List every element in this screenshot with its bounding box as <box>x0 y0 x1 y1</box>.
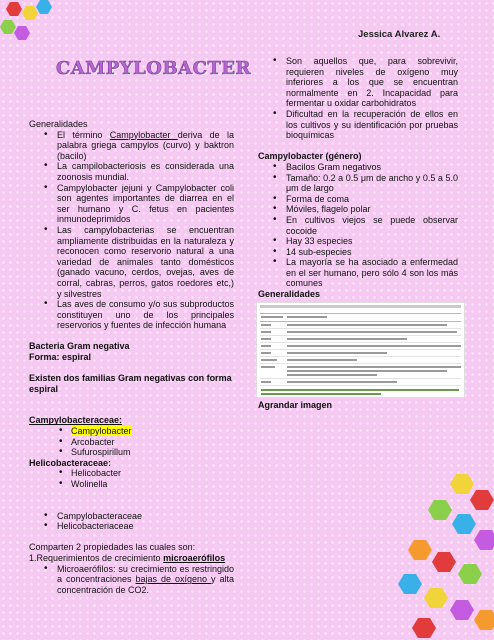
enlarge-image-link[interactable]: Agrandar imagen <box>258 399 333 410</box>
list-item: • Dificultad en la recuperación de ellos en los cultivos y su identificación por pruebas bioquímicas <box>258 109 458 141</box>
families-list <box>29 511 234 532</box>
genus-heading: Campylobacter (género) <box>258 151 362 162</box>
family1-members <box>29 426 234 458</box>
list-item: • Las aves de consumo y/o sus subproductos constituyen uno de los principales reservorios y fuentes de infección humana <box>29 299 234 331</box>
list-item: • El término Campylobacter deriva de la palabra griega campylos (curvo) y baktron (bacilo) <box>29 130 234 162</box>
list-item: • Helicobacteriaceae <box>29 521 234 532</box>
gram-type: Bacteria Gram negativa <box>29 341 130 352</box>
generalidades-heading: Generalidades <box>29 119 88 129</box>
generalidades-heading-right: Generalidades <box>258 289 321 300</box>
list-item: • Móviles, flagelo polar <box>258 204 458 215</box>
list-item: • Campylobacter jejuni y Campylobacter coli son agentes importantes de diarrea en el ser humano y C. fetus en pacientes inmunodeprimidos <box>29 183 234 225</box>
left-column <box>29 119 234 595</box>
list-item: • Sufurospirillum <box>29 447 234 458</box>
list-item: • La mayoría se ha asociado a enfermedad en el ser humano, pero sólo 4 son los más comunes <box>258 257 458 289</box>
list-item: • Arcobacter <box>29 437 234 448</box>
list-item: • Son aquellos que, para sobrevivir, requieren niveles de oxígeno muy inferiores a los que se encuentran normalmente en 2. Incapacidad para fermentar u oxidar carbohidratos <box>258 56 458 109</box>
list-item: • Campylobacteraceae <box>29 511 234 522</box>
list-item: • Helicobacter <box>29 468 234 479</box>
list-item: • La campilobacteriosis es considerada una zoonosis mundial. <box>29 161 234 182</box>
genus-list <box>258 162 458 289</box>
microaerophile-list <box>258 56 458 141</box>
list-item: • Microaerófilos: su crecimiento es restringido a concentraciones bajas de oxígeno y alta concentración de CO2. <box>29 564 234 596</box>
list-item: • Wolinella <box>29 479 234 490</box>
list-item: • Hay 33 especies <box>258 236 458 247</box>
campylobacter-term: Campylobacter <box>109 129 178 140</box>
family-helicobacteraceae: Helicobacteraceae: <box>29 457 112 468</box>
decor-hexagons-top-left <box>0 0 70 60</box>
list-item: • Tamaño: 0.2 a 0.5 μm de ancho y 0.5 a 5.0 μm de largo <box>258 173 458 194</box>
list-item: • 14 sub-especies <box>258 247 458 258</box>
species-table-image[interactable] <box>256 302 465 398</box>
properties-intro: Comparten 2 propiedades las cuales son: <box>29 542 196 553</box>
list-item: • Bacilos Gram negativos <box>258 162 458 173</box>
decor-hexagons-bottom-right <box>394 470 494 640</box>
generalidades-list <box>29 130 234 331</box>
list-item: • Las campylobacterias se encuentran ampliamente distribuidas en la naturaleza y reconocen como reservorio natural a una variedad de animales tanto domésticos (ganado vacuno, cerdos, ovejas, aves de corral, cabras, perros, gatos roedores etc,) y silvestres <box>29 225 234 299</box>
list-item: • En cultivos viejos se puede observar cocoide <box>258 215 458 236</box>
property-1: 1.Requerimientos de crecimiento microaerófilos <box>29 552 226 563</box>
author-name: Jessica Alvarez A. <box>358 29 441 40</box>
right-column <box>258 56 458 410</box>
shape-line: Forma: espiral <box>29 352 92 363</box>
family2-members <box>29 468 234 489</box>
page-title: CAMPYLOBACTER <box>56 58 252 79</box>
list-item: • Forma de coma <box>258 194 458 205</box>
list-item: • Campylobacter <box>29 426 234 437</box>
property-1-list <box>29 564 234 596</box>
family-campylobacteraceae: Campylobacteraceae: <box>29 415 123 426</box>
families-intro: Existen dos familias Gram negativas con forma espiral <box>29 373 232 394</box>
